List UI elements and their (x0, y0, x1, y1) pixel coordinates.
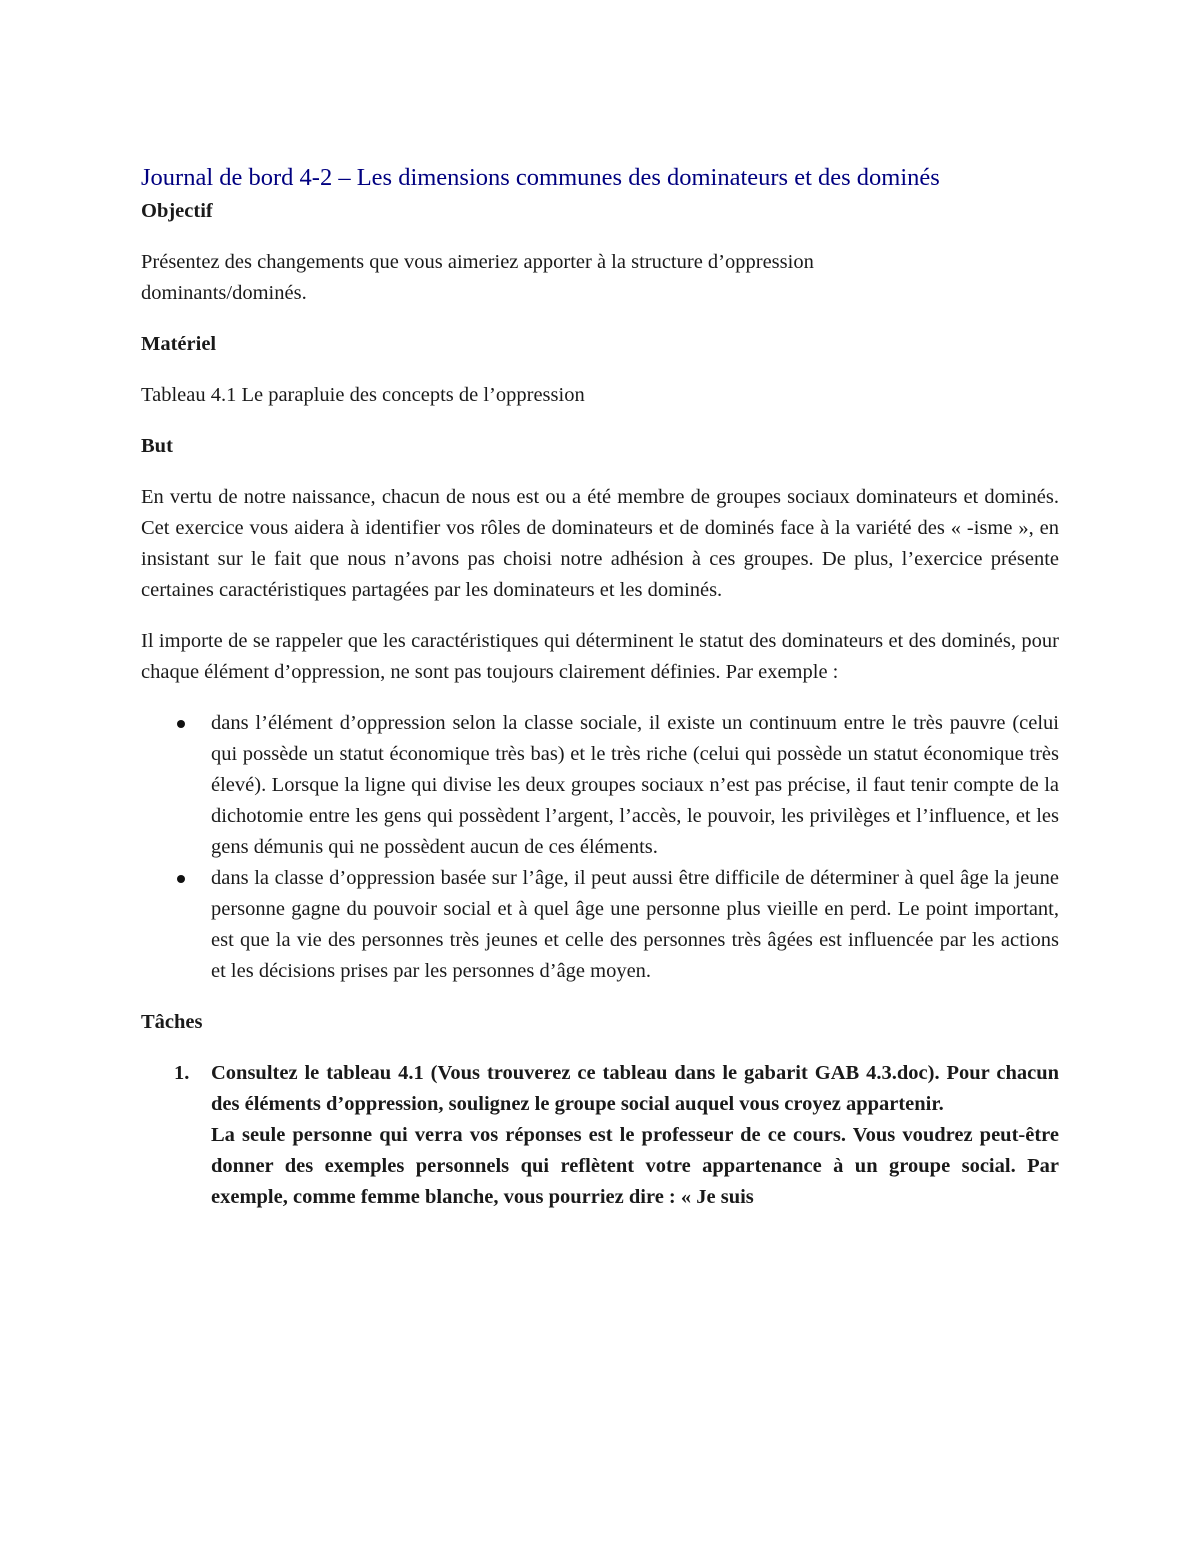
task-list (141, 1058, 1059, 1213)
heading-taches: Tâches (141, 1011, 203, 1033)
task-text-continued: La seule personne qui verra vos réponses est le professeur de ce cours. Vous voudrez peut-être donner des exemples personnels qui reflètent votre appartenance à un groupe social. Par exemple, comme femme blanche, vous pourriez dire : « Je suis (211, 1124, 1059, 1208)
materiel-text: Tableau 4.1 Le parapluie des concepts de l’oppression (141, 384, 585, 406)
task-item (141, 1058, 1059, 1213)
heading-materiel: Matériel (141, 333, 217, 355)
heading-but: But (141, 435, 173, 457)
bullet-item: dans l’élément d’oppression selon la classe sociale, il existe un continuum entre le très pauvre (celui qui possède un statut économique très bas) et le très riche (celui qui possède un statut économique très élevé). Lorsque la ligne qui divise les deux groupes sociaux n’est pas précise, il faut tenir compte de la dichotomie entre les gens qui possèdent l’argent, l’accès, le pouvoir, les privilèges et l’influence, et les gens démunis qui ne possèdent aucun de ces éléments. (141, 708, 1059, 863)
page-title: Journal de bord 4-2 – Les dimensions communes des dominateurs et des dominés (141, 164, 940, 191)
bullet-list (141, 708, 1059, 987)
task-text: Consultez le tableau 4.1 (Vous trouverez ce tableau dans le gabarit GAB 4.3.doc). Pour chacun des éléments d’oppression, soulignez le groupe social auquel vous croyez appartenir. (211, 1062, 1059, 1115)
task-number: 1. (174, 1062, 190, 1084)
bullet-item: dans la classe d’oppression basée sur l’âge, il peut aussi être difficile de déterminer à quel âge la jeune personne gagne du pouvoir social et à quel âge une personne plus vieille en perd. Le point important, est que la vie des personnes très jeunes et celle des personnes très âgées est influencée par les actions et les décisions prises par les personnes d’âge moyen. (141, 863, 1059, 987)
but-paragraph-2: Il importe de se rappeler que les caractéristiques qui déterminent le statut des dominateurs et des dominés, pour chaque élément d’oppression, ne sont pas toujours clairement définies. Par exemple : (141, 630, 1059, 683)
objectif-text: Présentez des changements que vous aimeriez apporter à la structure d’oppression dominants/dominés. (141, 251, 814, 304)
document-page (141, 160, 1059, 1213)
heading-objectif: Objectif (141, 200, 213, 222)
but-paragraph-1: En vertu de notre naissance, chacun de nous est ou a été membre de groupes sociaux dominateurs et dominés. Cet exercice vous aidera à identifier vos rôles de dominateurs et de dominés face à la variété des « -isme », en insistant sur le fait que nous n’avons pas choisi notre adhésion à ces groupes. De plus, l’exercice présente certaines caractéristiques partagées par les dominateurs et les dominés. (141, 486, 1059, 601)
